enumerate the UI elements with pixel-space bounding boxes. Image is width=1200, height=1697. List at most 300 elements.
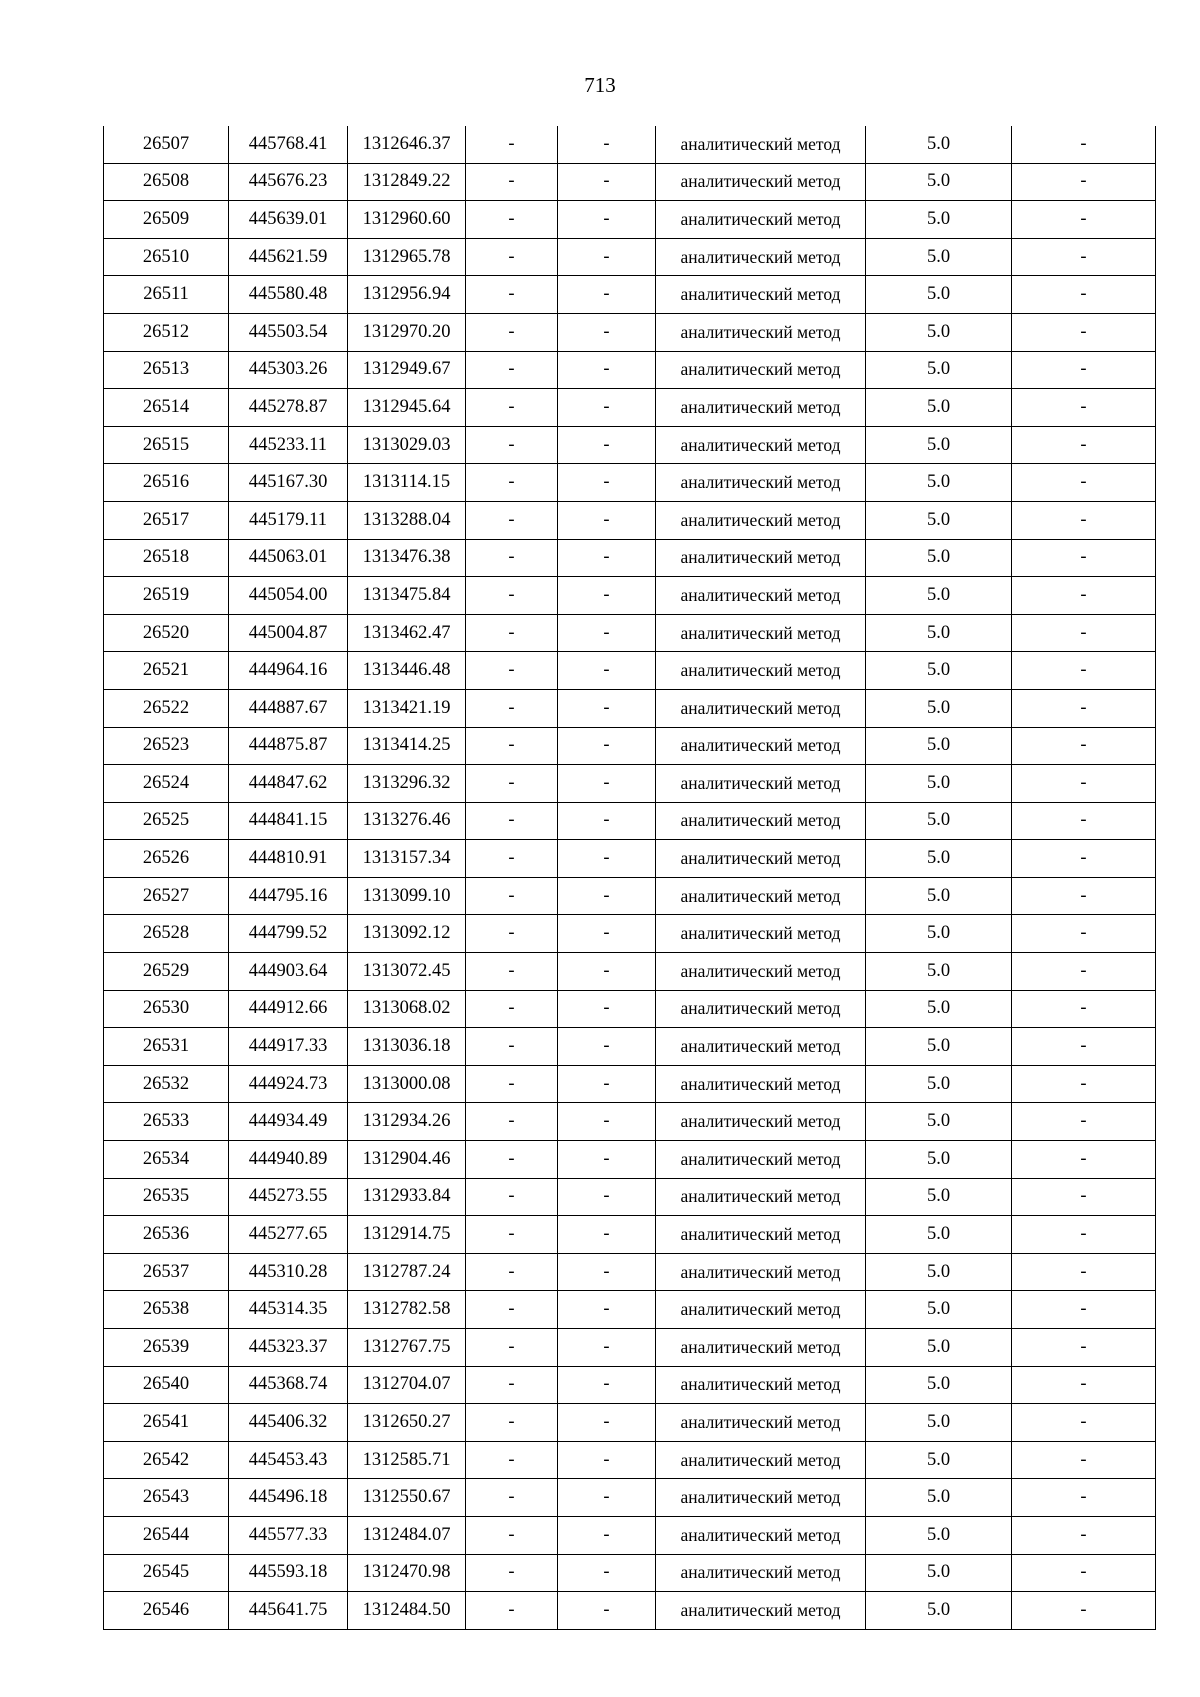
x-coordinate-cell: 445639.01 <box>229 201 348 239</box>
method-cell: аналитический метод <box>656 1479 866 1517</box>
empty-value-cell: - <box>1012 1441 1156 1479</box>
accuracy-cell: 5.0 <box>866 1554 1012 1592</box>
table-row <box>104 1291 1156 1329</box>
y-coordinate-cell: 1312914.75 <box>348 1216 466 1254</box>
empty-value-cell: - <box>466 614 558 652</box>
x-coordinate-cell: 445368.74 <box>229 1366 348 1404</box>
table-row <box>104 915 1156 953</box>
point-number-cell: 26539 <box>104 1329 229 1367</box>
accuracy-cell: 5.0 <box>866 351 1012 389</box>
method-cell: аналитический метод <box>656 1178 866 1216</box>
x-coordinate-cell: 445303.26 <box>229 351 348 389</box>
x-coordinate-cell: 444940.89 <box>229 1141 348 1179</box>
table-row <box>104 689 1156 727</box>
empty-value-cell: - <box>1012 765 1156 803</box>
method-cell: аналитический метод <box>656 1253 866 1291</box>
table-row <box>104 577 1156 615</box>
accuracy-cell: 5.0 <box>866 614 1012 652</box>
y-coordinate-cell: 1312767.75 <box>348 1329 466 1367</box>
empty-value-cell: - <box>558 501 656 539</box>
x-coordinate-cell: 444964.16 <box>229 652 348 690</box>
empty-value-cell: - <box>1012 501 1156 539</box>
empty-value-cell: - <box>1012 1216 1156 1254</box>
table-row <box>104 1366 1156 1404</box>
point-number-cell: 26522 <box>104 689 229 727</box>
empty-value-cell: - <box>1012 877 1156 915</box>
method-cell: аналитический метод <box>656 727 866 765</box>
point-number-cell: 26532 <box>104 1065 229 1103</box>
empty-value-cell: - <box>1012 201 1156 239</box>
table-row <box>104 1404 1156 1442</box>
point-number-cell: 26517 <box>104 501 229 539</box>
point-number-cell: 26544 <box>104 1516 229 1554</box>
point-number-cell: 26545 <box>104 1554 229 1592</box>
y-coordinate-cell: 1312550.67 <box>348 1479 466 1517</box>
point-number-cell: 26541 <box>104 1404 229 1442</box>
x-coordinate-cell: 445323.37 <box>229 1329 348 1367</box>
accuracy-cell: 5.0 <box>866 953 1012 991</box>
empty-value-cell: - <box>558 1516 656 1554</box>
point-number-cell: 26507 <box>104 126 229 163</box>
table-row <box>104 1065 1156 1103</box>
empty-value-cell: - <box>466 652 558 690</box>
table-row <box>104 840 1156 878</box>
x-coordinate-cell: 444810.91 <box>229 840 348 878</box>
point-number-cell: 26510 <box>104 238 229 276</box>
empty-value-cell: - <box>1012 1178 1156 1216</box>
method-cell: аналитический метод <box>656 238 866 276</box>
point-number-cell: 26509 <box>104 201 229 239</box>
y-coordinate-cell: 1312904.46 <box>348 1141 466 1179</box>
method-cell: аналитический метод <box>656 1329 866 1367</box>
point-number-cell: 26508 <box>104 163 229 201</box>
empty-value-cell: - <box>466 840 558 878</box>
method-cell: аналитический метод <box>656 1441 866 1479</box>
point-number-cell: 26533 <box>104 1103 229 1141</box>
point-number-cell: 26528 <box>104 915 229 953</box>
empty-value-cell: - <box>466 1479 558 1517</box>
method-cell: аналитический метод <box>656 313 866 351</box>
accuracy-cell: 5.0 <box>866 501 1012 539</box>
empty-value-cell: - <box>1012 1291 1156 1329</box>
method-cell: аналитический метод <box>656 389 866 427</box>
x-coordinate-cell: 445496.18 <box>229 1479 348 1517</box>
empty-value-cell: - <box>1012 1516 1156 1554</box>
x-coordinate-cell: 445406.32 <box>229 1404 348 1442</box>
accuracy-cell: 5.0 <box>866 426 1012 464</box>
empty-value-cell: - <box>1012 915 1156 953</box>
empty-value-cell: - <box>558 1329 656 1367</box>
table-row <box>104 201 1156 239</box>
empty-value-cell: - <box>466 1404 558 1442</box>
empty-value-cell: - <box>1012 689 1156 727</box>
y-coordinate-cell: 1313000.08 <box>348 1065 466 1103</box>
table-row <box>104 351 1156 389</box>
table-row <box>104 126 1156 163</box>
empty-value-cell: - <box>1012 990 1156 1028</box>
empty-value-cell: - <box>558 953 656 991</box>
empty-value-cell: - <box>1012 464 1156 502</box>
accuracy-cell: 5.0 <box>866 689 1012 727</box>
point-number-cell: 26534 <box>104 1141 229 1179</box>
empty-value-cell: - <box>466 464 558 502</box>
table-row <box>104 1441 1156 1479</box>
y-coordinate-cell: 1313462.47 <box>348 614 466 652</box>
empty-value-cell: - <box>1012 1479 1156 1517</box>
empty-value-cell: - <box>558 1178 656 1216</box>
table-row <box>104 426 1156 464</box>
table-row <box>104 1103 1156 1141</box>
method-cell: аналитический метод <box>656 1554 866 1592</box>
empty-value-cell: - <box>466 990 558 1028</box>
table-row <box>104 877 1156 915</box>
table-row <box>104 652 1156 690</box>
point-number-cell: 26519 <box>104 577 229 615</box>
empty-value-cell: - <box>558 1404 656 1442</box>
table-row <box>104 990 1156 1028</box>
empty-value-cell: - <box>558 426 656 464</box>
x-coordinate-cell: 445453.43 <box>229 1441 348 1479</box>
empty-value-cell: - <box>1012 727 1156 765</box>
x-coordinate-cell: 444924.73 <box>229 1065 348 1103</box>
empty-value-cell: - <box>558 577 656 615</box>
accuracy-cell: 5.0 <box>866 802 1012 840</box>
y-coordinate-cell: 1312949.67 <box>348 351 466 389</box>
table-row <box>104 163 1156 201</box>
table-row <box>104 501 1156 539</box>
empty-value-cell: - <box>558 1479 656 1517</box>
method-cell: аналитический метод <box>656 689 866 727</box>
y-coordinate-cell: 1313414.25 <box>348 727 466 765</box>
table-row <box>104 1554 1156 1592</box>
point-number-cell: 26526 <box>104 840 229 878</box>
empty-value-cell: - <box>466 1291 558 1329</box>
accuracy-cell: 5.0 <box>866 238 1012 276</box>
empty-value-cell: - <box>558 802 656 840</box>
empty-value-cell: - <box>1012 351 1156 389</box>
empty-value-cell: - <box>1012 1404 1156 1442</box>
accuracy-cell: 5.0 <box>866 1441 1012 1479</box>
x-coordinate-cell: 444912.66 <box>229 990 348 1028</box>
accuracy-cell: 5.0 <box>866 1366 1012 1404</box>
empty-value-cell: - <box>466 1441 558 1479</box>
method-cell: аналитический метод <box>656 276 866 314</box>
x-coordinate-cell: 444887.67 <box>229 689 348 727</box>
table-row <box>104 1028 1156 1066</box>
method-cell: аналитический метод <box>656 953 866 991</box>
y-coordinate-cell: 1312945.64 <box>348 389 466 427</box>
table-row <box>104 727 1156 765</box>
y-coordinate-cell: 1312782.58 <box>348 1291 466 1329</box>
y-coordinate-cell: 1313068.02 <box>348 990 466 1028</box>
x-coordinate-cell: 445577.33 <box>229 1516 348 1554</box>
x-coordinate-cell: 445580.48 <box>229 276 348 314</box>
empty-value-cell: - <box>1012 652 1156 690</box>
x-coordinate-cell: 445063.01 <box>229 539 348 577</box>
method-cell: аналитический метод <box>656 1366 866 1404</box>
accuracy-cell: 5.0 <box>866 1028 1012 1066</box>
point-number-cell: 26523 <box>104 727 229 765</box>
x-coordinate-cell: 445054.00 <box>229 577 348 615</box>
accuracy-cell: 5.0 <box>866 1178 1012 1216</box>
empty-value-cell: - <box>558 276 656 314</box>
accuracy-cell: 5.0 <box>866 1065 1012 1103</box>
y-coordinate-cell: 1313475.84 <box>348 577 466 615</box>
empty-value-cell: - <box>466 577 558 615</box>
accuracy-cell: 5.0 <box>866 1479 1012 1517</box>
method-cell: аналитический метод <box>656 1028 866 1066</box>
accuracy-cell: 5.0 <box>866 1253 1012 1291</box>
x-coordinate-cell: 445676.23 <box>229 163 348 201</box>
accuracy-cell: 5.0 <box>866 577 1012 615</box>
y-coordinate-cell: 1313114.15 <box>348 464 466 502</box>
x-coordinate-cell: 444903.64 <box>229 953 348 991</box>
empty-value-cell: - <box>466 765 558 803</box>
table-row <box>104 238 1156 276</box>
accuracy-cell: 5.0 <box>866 727 1012 765</box>
accuracy-cell: 5.0 <box>866 1103 1012 1141</box>
empty-value-cell: - <box>466 1178 558 1216</box>
y-coordinate-cell: 1313029.03 <box>348 426 466 464</box>
empty-value-cell: - <box>558 389 656 427</box>
empty-value-cell: - <box>558 1366 656 1404</box>
empty-value-cell: - <box>558 1554 656 1592</box>
empty-value-cell: - <box>558 1441 656 1479</box>
point-number-cell: 26535 <box>104 1178 229 1216</box>
empty-value-cell: - <box>1012 276 1156 314</box>
table-row <box>104 765 1156 803</box>
point-number-cell: 26524 <box>104 765 229 803</box>
empty-value-cell: - <box>558 614 656 652</box>
y-coordinate-cell: 1313099.10 <box>348 877 466 915</box>
empty-value-cell: - <box>1012 1065 1156 1103</box>
empty-value-cell: - <box>558 1028 656 1066</box>
accuracy-cell: 5.0 <box>866 389 1012 427</box>
y-coordinate-cell: 1313476.38 <box>348 539 466 577</box>
x-coordinate-cell: 445004.87 <box>229 614 348 652</box>
table-row <box>104 389 1156 427</box>
empty-value-cell: - <box>1012 126 1156 163</box>
point-number-cell: 26546 <box>104 1592 229 1630</box>
method-cell: аналитический метод <box>656 840 866 878</box>
y-coordinate-cell: 1313421.19 <box>348 689 466 727</box>
empty-value-cell: - <box>466 1216 558 1254</box>
table-row <box>104 802 1156 840</box>
x-coordinate-cell: 445310.28 <box>229 1253 348 1291</box>
y-coordinate-cell: 1312956.94 <box>348 276 466 314</box>
empty-value-cell: - <box>1012 1103 1156 1141</box>
accuracy-cell: 5.0 <box>866 126 1012 163</box>
method-cell: аналитический метод <box>656 163 866 201</box>
method-cell: аналитический метод <box>656 201 866 239</box>
point-number-cell: 26520 <box>104 614 229 652</box>
accuracy-cell: 5.0 <box>866 313 1012 351</box>
table-row <box>104 1253 1156 1291</box>
empty-value-cell: - <box>558 915 656 953</box>
empty-value-cell: - <box>1012 953 1156 991</box>
x-coordinate-cell: 444841.15 <box>229 802 348 840</box>
method-cell: аналитический метод <box>656 1141 866 1179</box>
accuracy-cell: 5.0 <box>866 201 1012 239</box>
x-coordinate-cell: 444795.16 <box>229 877 348 915</box>
accuracy-cell: 5.0 <box>866 1216 1012 1254</box>
empty-value-cell: - <box>466 201 558 239</box>
accuracy-cell: 5.0 <box>866 877 1012 915</box>
empty-value-cell: - <box>558 1253 656 1291</box>
empty-value-cell: - <box>466 501 558 539</box>
x-coordinate-cell: 445278.87 <box>229 389 348 427</box>
empty-value-cell: - <box>558 840 656 878</box>
empty-value-cell: - <box>466 313 558 351</box>
accuracy-cell: 5.0 <box>866 1404 1012 1442</box>
empty-value-cell: - <box>1012 426 1156 464</box>
x-coordinate-cell: 445593.18 <box>229 1554 348 1592</box>
empty-value-cell: - <box>558 539 656 577</box>
empty-value-cell: - <box>558 1065 656 1103</box>
table-row <box>104 1516 1156 1554</box>
empty-value-cell: - <box>466 1592 558 1630</box>
method-cell: аналитический метод <box>656 501 866 539</box>
empty-value-cell: - <box>466 163 558 201</box>
empty-value-cell: - <box>466 351 558 389</box>
x-coordinate-cell: 444917.33 <box>229 1028 348 1066</box>
y-coordinate-cell: 1312933.84 <box>348 1178 466 1216</box>
point-number-cell: 26525 <box>104 802 229 840</box>
empty-value-cell: - <box>558 1103 656 1141</box>
y-coordinate-cell: 1313072.45 <box>348 953 466 991</box>
empty-value-cell: - <box>466 1516 558 1554</box>
empty-value-cell: - <box>558 652 656 690</box>
y-coordinate-cell: 1313276.46 <box>348 802 466 840</box>
empty-value-cell: - <box>466 727 558 765</box>
y-coordinate-cell: 1313036.18 <box>348 1028 466 1066</box>
y-coordinate-cell: 1313296.32 <box>348 765 466 803</box>
point-number-cell: 26514 <box>104 389 229 427</box>
table-row <box>104 1141 1156 1179</box>
point-number-cell: 26513 <box>104 351 229 389</box>
accuracy-cell: 5.0 <box>866 464 1012 502</box>
point-number-cell: 26530 <box>104 990 229 1028</box>
accuracy-cell: 5.0 <box>866 652 1012 690</box>
method-cell: аналитический метод <box>656 765 866 803</box>
x-coordinate-cell: 444875.87 <box>229 727 348 765</box>
method-cell: аналитический метод <box>656 990 866 1028</box>
empty-value-cell: - <box>466 1141 558 1179</box>
empty-value-cell: - <box>1012 1554 1156 1592</box>
accuracy-cell: 5.0 <box>866 840 1012 878</box>
accuracy-cell: 5.0 <box>866 1592 1012 1630</box>
page-number: 713 <box>584 73 616 97</box>
table-body <box>104 126 1156 1629</box>
x-coordinate-cell: 444934.49 <box>229 1103 348 1141</box>
x-coordinate-cell: 445641.75 <box>229 1592 348 1630</box>
empty-value-cell: - <box>558 238 656 276</box>
point-number-cell: 26521 <box>104 652 229 690</box>
point-number-cell: 26531 <box>104 1028 229 1066</box>
table-row <box>104 464 1156 502</box>
empty-value-cell: - <box>1012 313 1156 351</box>
empty-value-cell: - <box>558 877 656 915</box>
empty-value-cell: - <box>466 1366 558 1404</box>
empty-value-cell: - <box>1012 1028 1156 1066</box>
x-coordinate-cell: 445167.30 <box>229 464 348 502</box>
method-cell: аналитический метод <box>656 652 866 690</box>
y-coordinate-cell: 1312650.27 <box>348 1404 466 1442</box>
empty-value-cell: - <box>558 990 656 1028</box>
point-number-cell: 26511 <box>104 276 229 314</box>
table-row <box>104 539 1156 577</box>
x-coordinate-cell: 445314.35 <box>229 1291 348 1329</box>
table-row <box>104 953 1156 991</box>
y-coordinate-cell: 1312787.24 <box>348 1253 466 1291</box>
empty-value-cell: - <box>1012 577 1156 615</box>
empty-value-cell: - <box>466 802 558 840</box>
empty-value-cell: - <box>1012 389 1156 427</box>
accuracy-cell: 5.0 <box>866 276 1012 314</box>
method-cell: аналитический метод <box>656 1291 866 1329</box>
empty-value-cell: - <box>1012 539 1156 577</box>
method-cell: аналитический метод <box>656 351 866 389</box>
y-coordinate-cell: 1312646.37 <box>348 126 466 163</box>
point-number-cell: 26537 <box>104 1253 229 1291</box>
accuracy-cell: 5.0 <box>866 1516 1012 1554</box>
empty-value-cell: - <box>466 539 558 577</box>
y-coordinate-cell: 1313157.34 <box>348 840 466 878</box>
y-coordinate-cell: 1312585.71 <box>348 1441 466 1479</box>
point-number-cell: 26543 <box>104 1479 229 1517</box>
y-coordinate-cell: 1312484.50 <box>348 1592 466 1630</box>
empty-value-cell: - <box>558 126 656 163</box>
empty-value-cell: - <box>466 126 558 163</box>
x-coordinate-cell: 445233.11 <box>229 426 348 464</box>
empty-value-cell: - <box>466 915 558 953</box>
method-cell: аналитический метод <box>656 877 866 915</box>
accuracy-cell: 5.0 <box>866 1141 1012 1179</box>
table-row <box>104 1216 1156 1254</box>
empty-value-cell: - <box>466 1554 558 1592</box>
y-coordinate-cell: 1312934.26 <box>348 1103 466 1141</box>
x-coordinate-cell: 444799.52 <box>229 915 348 953</box>
empty-value-cell: - <box>558 727 656 765</box>
empty-value-cell: - <box>466 877 558 915</box>
empty-value-cell: - <box>1012 163 1156 201</box>
empty-value-cell: - <box>1012 1329 1156 1367</box>
point-number-cell: 26536 <box>104 1216 229 1254</box>
point-number-cell: 26516 <box>104 464 229 502</box>
table-row <box>104 1329 1156 1367</box>
empty-value-cell: - <box>1012 238 1156 276</box>
method-cell: аналитический метод <box>656 426 866 464</box>
empty-value-cell: - <box>1012 802 1156 840</box>
method-cell: аналитический метод <box>656 614 866 652</box>
method-cell: аналитический метод <box>656 1516 866 1554</box>
x-coordinate-cell: 445621.59 <box>229 238 348 276</box>
table-row <box>104 1479 1156 1517</box>
accuracy-cell: 5.0 <box>866 1291 1012 1329</box>
point-number-cell: 26529 <box>104 953 229 991</box>
y-coordinate-cell: 1312960.60 <box>348 201 466 239</box>
point-number-cell: 26518 <box>104 539 229 577</box>
empty-value-cell: - <box>466 1103 558 1141</box>
y-coordinate-cell: 1312704.07 <box>348 1366 466 1404</box>
method-cell: аналитический метод <box>656 1216 866 1254</box>
method-cell: аналитический метод <box>656 802 866 840</box>
x-coordinate-cell: 445768.41 <box>229 126 348 163</box>
y-coordinate-cell: 1313288.04 <box>348 501 466 539</box>
accuracy-cell: 5.0 <box>866 539 1012 577</box>
point-number-cell: 26512 <box>104 313 229 351</box>
empty-value-cell: - <box>558 201 656 239</box>
